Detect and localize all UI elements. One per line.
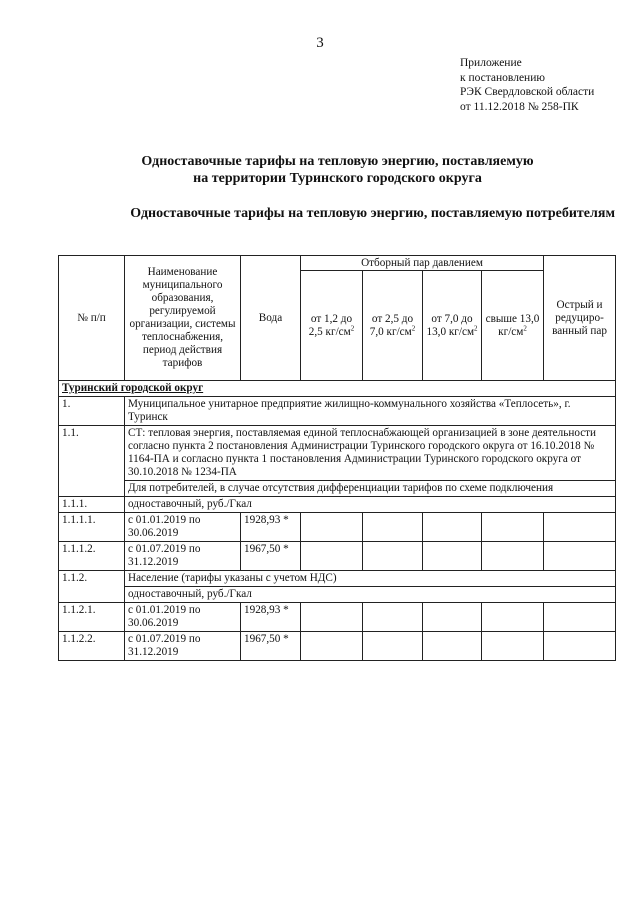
header-num: № п/п — [59, 256, 125, 381]
header-sharp-steam: Острый и редуциро-ванный пар — [544, 256, 616, 381]
empty-cell — [423, 632, 482, 661]
empty-cell — [423, 513, 482, 542]
table-row — [59, 571, 616, 587]
page-number: 3 — [316, 35, 324, 51]
appendix-line: от 11.12.2018 № 258-ПК — [460, 100, 579, 113]
empty-cell — [423, 542, 482, 571]
org-name: Муниципальное унитарное предприятие жилищно-коммунального хозяйства «Теплосеть», г. Туринск — [125, 397, 616, 426]
appendix-line: Приложение — [460, 57, 522, 69]
empty-cell — [423, 603, 482, 632]
table-row — [59, 381, 616, 397]
table-row — [59, 542, 616, 571]
empty-cell — [544, 632, 616, 661]
document-title — [60, 153, 615, 187]
empty-cell — [363, 542, 423, 571]
table-row — [59, 603, 616, 632]
row-num: 1.1.2. — [59, 571, 125, 603]
empty-cell — [482, 513, 544, 542]
header-steam-group: Отборный пар давлением — [301, 256, 544, 271]
empty-cell — [482, 632, 544, 661]
table-row — [59, 587, 616, 603]
water-value: 1967,50 * — [241, 542, 301, 571]
empty-cell — [363, 632, 423, 661]
system-name: СТ: тепловая энергия, поставляемая единой теплоснабжающей организацией в зоне деятельности согласно пункта 2 постановления Администрации Туринского городского округа от 16.10.2018 № 1164-ПА и согласно пункта 1 постановления Администрации Туринского городского округа от 30.10.2018 № 1234-ПА — [125, 426, 616, 481]
tariff-table — [58, 255, 616, 661]
table-row — [59, 632, 616, 661]
tariff-type: одноставочный, руб./Гкал — [125, 497, 616, 513]
header-pressure-4: свыше 13,0 $кг/см^2$ — [482, 271, 544, 381]
appendix-line: к постановлению — [460, 71, 545, 84]
empty-cell — [301, 632, 363, 661]
title-line: Одноставочные тарифы на тепловую энергию, поставляемую — [141, 154, 534, 169]
empty-cell — [482, 603, 544, 632]
empty-cell — [363, 513, 423, 542]
row-num: 1.1. — [59, 426, 125, 497]
empty-cell — [544, 513, 616, 542]
row-num: 1.1.2.1. — [59, 603, 125, 632]
section-title: Туринский городской округ — [59, 381, 616, 397]
table-header-row — [59, 256, 616, 271]
row-num: 1.1.2.2. — [59, 632, 125, 661]
header-water: Вода — [241, 256, 301, 381]
empty-cell — [301, 513, 363, 542]
empty-cell — [301, 542, 363, 571]
period: с 01.07.2019 по 31.12.2019 — [125, 632, 241, 661]
water-value: 1928,93 * — [241, 603, 301, 632]
row-num: 1.1.1.1. — [59, 513, 125, 542]
period: с 01.07.2019 по 31.12.2019 — [125, 542, 241, 571]
row-num: 1.1.1. — [59, 497, 125, 513]
empty-cell — [544, 603, 616, 632]
water-value: 1967,50 * — [241, 632, 301, 661]
header-name: Наименование муниципального образования, регулируемой организации, системы теплоснабжения, период действия тарифов — [125, 256, 241, 381]
empty-cell — [482, 542, 544, 571]
period: с 01.01.2019 по 30.06.2019 — [125, 513, 241, 542]
population-label: Население (тарифы указаны с учетом НДС) — [125, 571, 616, 587]
appendix-line: РЭК Свердловской области — [460, 86, 595, 98]
header-pressure-1: от 1,2 до 2,5 $кг/см^2$ — [301, 271, 363, 381]
table-title: Одноставочные тарифы на тепловую энергию, поставляемую потребителям — [130, 206, 615, 221]
empty-cell — [544, 542, 616, 571]
table-row — [59, 426, 616, 481]
table-row — [59, 481, 616, 497]
header-pressure-2: от 2,5 до 7,0 $кг/см^2$ — [363, 271, 423, 381]
row-num: 1. — [59, 397, 125, 426]
water-value: 1928,93 * — [241, 513, 301, 542]
consumers-note: Для потребителей, в случае отсутствия дифференциации тарифов по схеме подключения — [125, 481, 616, 497]
tariff-type: одноставочный, руб./Гкал — [125, 587, 616, 603]
title-line: на территории Туринского городского округа — [193, 171, 482, 186]
table-row — [59, 397, 616, 426]
header-pressure-3: от 7,0 до 13,0 $кг/см^2$ — [423, 271, 482, 381]
empty-cell — [363, 603, 423, 632]
table-row — [59, 497, 616, 513]
empty-cell — [301, 603, 363, 632]
appendix-block — [460, 56, 594, 114]
period: с 01.01.2019 по 30.06.2019 — [125, 603, 241, 632]
row-num: 1.1.1.2. — [59, 542, 125, 571]
table-row — [59, 513, 616, 542]
